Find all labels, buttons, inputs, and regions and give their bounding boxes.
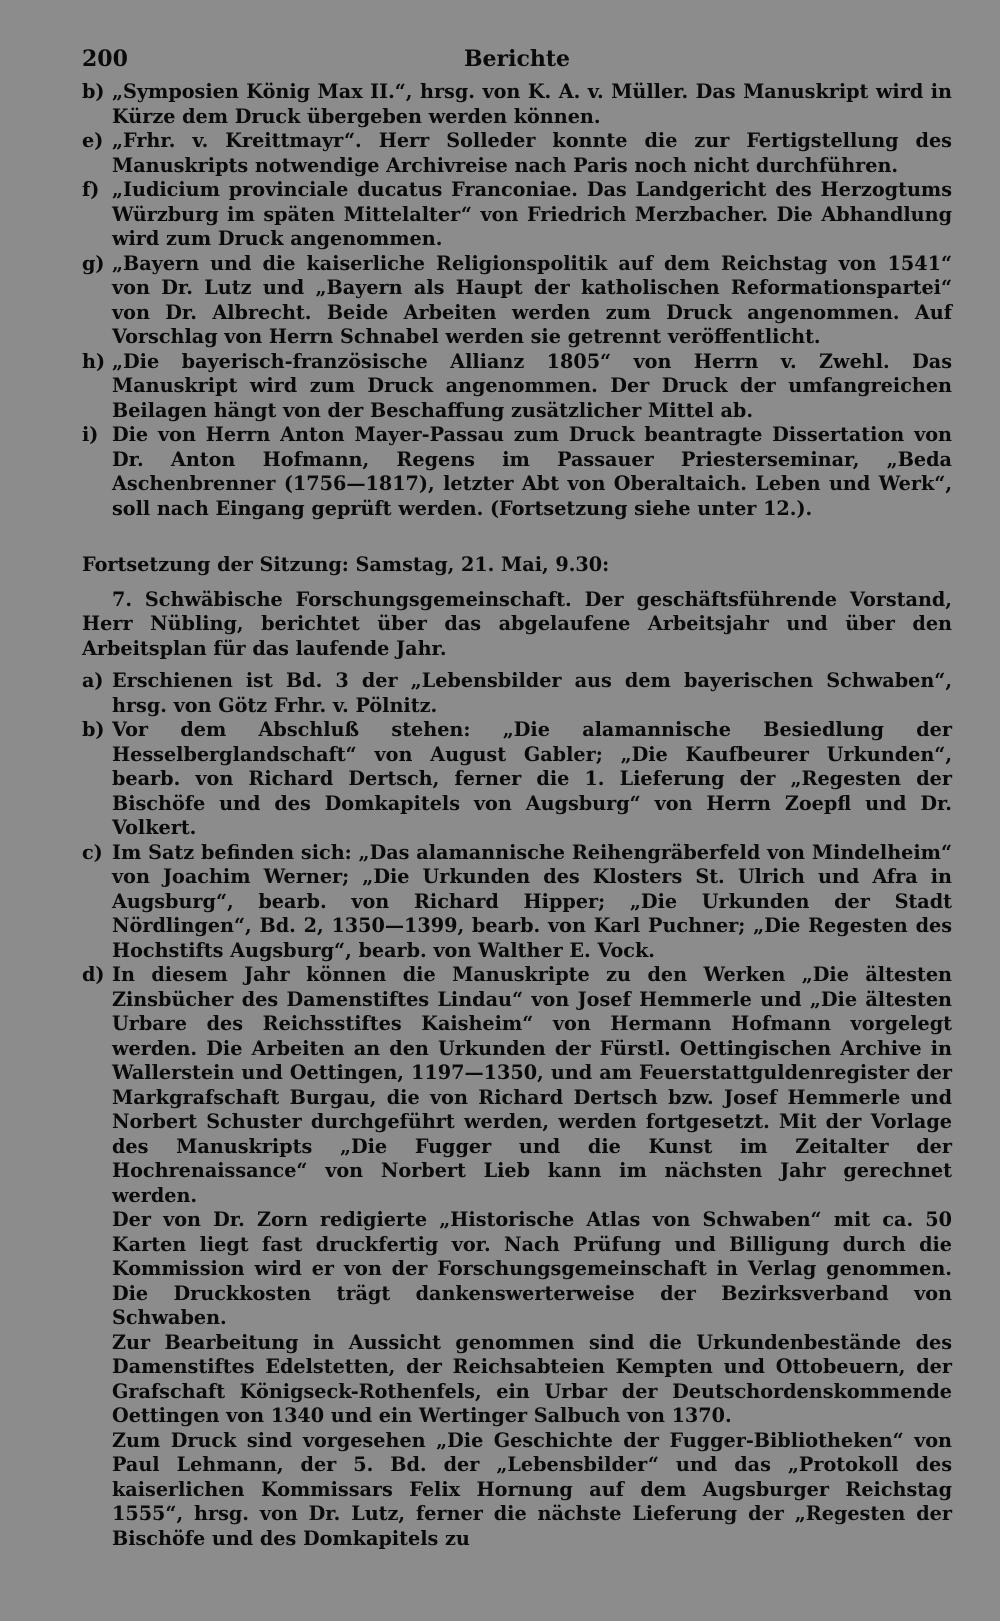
list-item [82, 423, 952, 521]
item-text: „Iudicium provinciale ducatus Franconiae. Das Landgericht des Herzogtums Würzburg im späten Mittelalter“ von Friedrich Merzbacher. Die Abhandlung wird zum Druck angenommen. [112, 178, 952, 250]
document-page [82, 40, 952, 1551]
item-label: c) [82, 840, 103, 864]
list-item [82, 963, 952, 1208]
item-text: „Symposien König Max II.“, hrsg. von K. A. v. Müller. Das Manuskript wird in Kürze dem Druck übergeben werden können. [112, 80, 952, 128]
item-label: a) [82, 669, 104, 692]
report-list-1 [82, 80, 952, 521]
page-number: 200 [82, 46, 128, 72]
list-item [82, 80, 952, 129]
list-item [82, 129, 952, 178]
page-header [82, 40, 952, 76]
item-label: d) [82, 963, 105, 986]
list-item [82, 350, 952, 424]
sub-paragraph: Zum Druck sind vorgesehen „Die Geschichte der Fugger-Bibliotheken“ von Paul Lehmann, der 5. Bd. der „Lebensbilder“ und das „Protokoll des kaiserlichen Kommissars Felix Hornung auf dem Augsburger Reichstag 1555“, hrsg. von Dr. Lutz, ferner die nächste Lieferung der „Regesten der Bischöfe und des Domkapitels zu [112, 1428, 952, 1550]
item-label: g) [82, 251, 105, 275]
item-label: f) [82, 178, 100, 201]
item-text: Erschienen ist Bd. 3 der „Lebensbilder aus dem bayerischen Schwaben“, hrsg. von Götz Frhr. v. Pölnitz. [112, 669, 952, 717]
item-text: Die von Herrn Anton Mayer-Passau zum Druck beantragte Dissertation von Dr. Anton Hofmann, Regens im Passauer Priesterseminar, „Beda Aschenbrenner (1756—1817), letzter Abt von Oberaltaich. Leben und Werk“, soll nach Eingang geprüft werden. (Fortsetzung siehe unter 12.). [112, 423, 952, 520]
item-text: Vor dem Abschluß stehen: „Die alamannische Besiedlung der Hesselberglandschaft“ von August Gabler; „Die Kaufbeurer Urkunden“, bearb. von Richard Dertsch, ferner die 1. Lieferung der „Regesten der Bischöfe und des Domkapitels von Augsburg“ von Herrn Zoepfl und Dr. Volkert. [112, 718, 952, 839]
list-item [82, 718, 952, 841]
item-text: „Bayern und die kaiserliche Religionspolitik auf dem Reichstag von 1541“ von Dr. Lutz und „Bayern als Haupt der katholischen Reformationspartei“ von Dr. Albrecht. Beide Arbeiten werden zum Druck angenommen. Auf Vorschlag von Herrn Schnabel werden sie getrennt veröffentlicht. [112, 251, 952, 348]
list-item [82, 841, 952, 964]
list-item [82, 252, 952, 350]
item-text: „Die bayerisch-französische Allianz 1805“ von Herrn v. Zwehl. Das Manuskript wird zum Druck angenommen. Der Druck der umfangreichen Beilagen hängt von der Beschaffung zusätzlicher Mittel ab. [112, 349, 952, 422]
sub-paragraph: Der von Dr. Zorn redigierte „Historische Atlas von Schwaben“ mit ca. 50 Karten liegt fast druckfertig vor. Nach Prüfung und Billigung durch die Kommission wird er von der Forschungsgemeinschaft in Verlag genommen. Die Druckkosten trägt dankenswerterweise der Bezirksverband von Schwaben. [112, 1208, 952, 1329]
list-item [82, 669, 952, 718]
running-title: Berichte [463, 46, 571, 72]
item-text: In diesem Jahr können die Manuskripte zu den Werken „Die ältesten Zinsbücher des Damenstiftes Lindau“ von Josef Hemmerle und „Die ältesten Urbare des Reichsstiftes Kaisheim“ von Hermann Hofmann vorgelegt werden. Die Arbeiten an den Urkunden der Fürstl. Oettingischen Archive in Wallerstein und Oettingen, 1197—1350, und am Feuerstattguldenregister der Markgrafschaft Burgau, die von Richard Dertsch bzw. Josef Hemmerle und Norbert Schuster durchgeführt werden, werden fortgesetzt. Mit der Vorlage des Manuskripts „Die Fugger und die Kunst im Zeitalter der Hochrenaissance“ von Norbert Lieb kann im nächsten Jahr gerechnet werden. [112, 963, 952, 1207]
item-label: i) [82, 423, 99, 446]
item-label: b) [82, 80, 105, 103]
item-label: h) [82, 349, 106, 373]
item-text: Im Satz befinden sich: „Das alamannische Reihengräberfeld von Mindelheim“ von Joachim Werner; „Die Urkunden des Klosters St. Ulrich und Afra in Augsburg“, bearb. von Richard Hipper; „Die Urkunden der Stadt Nördlingen“, Bd. 2, 1350—1399, bearb. von Karl Puchner; „Die Regesten des Hochstifts Augsburg“, bearb. von Walther E. Vock. [112, 840, 952, 962]
sub-paragraph: Zur Bearbeitung in Aussicht genommen sind die Urkundenbestände des Damenstiftes Edelstetten, der Reichsabteien Kempten und Ottobeuern, der Grafschaft Königseck-Rothenfels, ein Urbar der Deutschordenskommende Oettingen von 1340 und ein Wertinger Salbuch von 1370. [112, 1330, 952, 1427]
item-label: e) [82, 129, 104, 152]
list-item [82, 178, 952, 252]
item-text: „Frhr. v. Kreittmayr“. Herr Solleder konnte die zur Fertigstellung des Manuskripts notwendige Archivreise nach Paris noch nicht durchführen. [112, 129, 952, 177]
session-heading: Fortsetzung der Sitzung: Samstag, 21. Mai, 9.30: [82, 553, 610, 576]
report-list-2 [82, 669, 952, 1551]
item-label: b) [82, 718, 105, 741]
section-7-intro: 7. Schwäbische Forschungsgemeinschaft. Der geschäftsführende Vorstand, Herr Nübling, berichtet über das abgelaufene Arbeitsjahr und über den Arbeitsplan für das laufende Jahr. [82, 587, 952, 660]
